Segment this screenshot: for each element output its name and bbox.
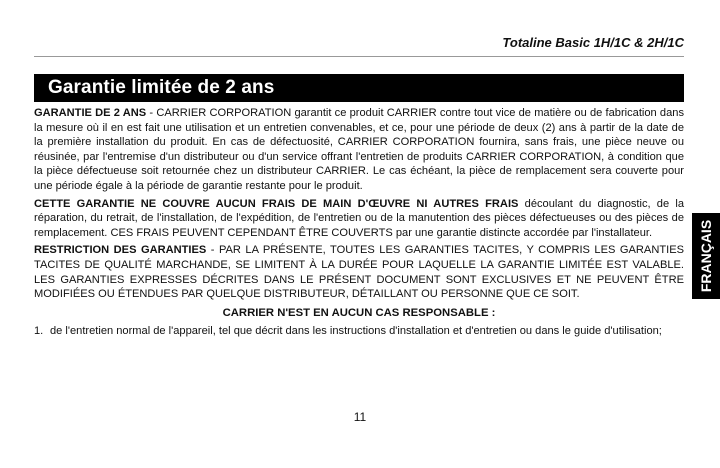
paragraph-1-text: - CARRIER CORPORATION garantit ce produit CARRIER contre tout vice de matière ou de fabrication dans la mesure où il en est fait une utilisation et un entretien convenables, et ce, pour une période de deux (2) ans à partir de la date de la première installation du produit. En cas de défectuosité, CARRIER CORPORATION fournira, sans frais, une pièce neuve ou réusinée, par l'entremise d'un distributeur ou d'un service offrant l'entretien de produits CARRIER CORPORATION, à condition que la pièce défectueuse soit retournée chez un distributeur CARRIER. Le cas échéant, la pièce de remplacement sera couverte pour une période égale à la période de garantie restante pour le produit. [34, 107, 684, 192]
paragraph-3-text: - PAR LA PRÉSENTE, TOUTES LES GARANTIES TACITES, Y COMPRIS LES GARANTIES TACITES DE QUALITÉ MARCHANDE, SE LIMITENT À LA DURÉE POUR LAQUELLE LA GARANTIE LIMITÉE EST VALABLE. LES GARANTIES EXPRESSES DÉCRITES DANS LE PRÉSENT DOCUMENT SONT EXCLUSIVES ET NE PEUVENT ÊTRE MODIFIÉES OU ÉTENDUES PAR QUELQUE DISTRIBUTEUR, DÉTAILLANT OU PERSONNE QUE CE SOIT. [34, 244, 684, 301]
section-title: Garantie limitée de 2 ans [48, 77, 275, 98]
language-tab-label: FRANÇAIS [698, 219, 714, 293]
document-header-title: Totaline Basic 1H/1C & 2H/1C [502, 35, 684, 50]
section-title-bar [34, 74, 684, 102]
warranty-paragraph-2 [34, 197, 684, 241]
language-side-tab [692, 213, 720, 299]
liability-subheading: CARRIER N'EST EN AUCUN CAS RESPONSABLE : [222, 306, 496, 319]
warranty-paragraph-3 [34, 243, 684, 301]
header-divider [34, 56, 684, 57]
paragraph-2-lead: CETTE GARANTIE NE COUVRE AUCUN FRAIS DE MAIN D'ŒUVRE NI AUTRES FRAIS [34, 197, 519, 210]
list-item [34, 324, 684, 339]
list-item-text: de l'entretien normal de l'appareil, tel que décrit dans les instructions d'installation et d'entretien ou dans le guide d'utilisation; [50, 325, 662, 338]
warranty-paragraph-1 [34, 106, 684, 194]
page-number: 11 [353, 410, 367, 424]
list-item-number: 1. [34, 325, 44, 338]
paragraph-2-text: découlant du diagnostic, de la réparation, du retrait, de l'installation, de l'expédition, de l'entretien ou de la manutention des pièces défectueuses ou des pièces de remplacement. CES FRAIS PEUVENT CEPENDANT ÊTRE COUVERTS par une garantie distincte accordée par l'installateur. [34, 197, 685, 239]
warranty-content [34, 106, 684, 339]
paragraph-1-lead: GARANTIE DE 2 ANS [34, 107, 147, 119]
paragraph-3-lead: RESTRICTION DES GARANTIES [34, 244, 207, 257]
